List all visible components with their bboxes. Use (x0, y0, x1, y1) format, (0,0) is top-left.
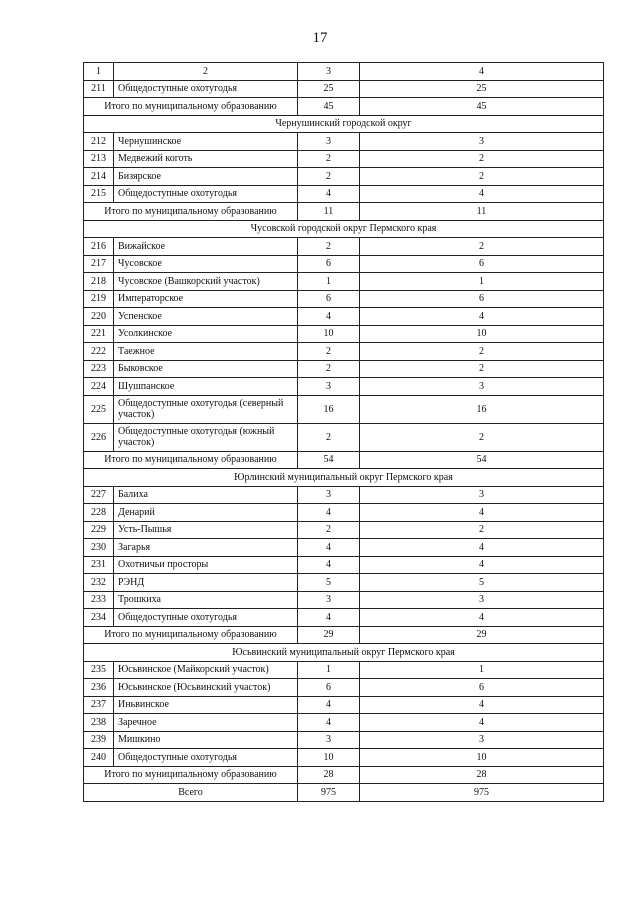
table-row (84, 486, 604, 504)
row-number: 217 (84, 255, 114, 273)
limit-value: 3 (360, 731, 604, 749)
quota-value: 2 (298, 360, 360, 378)
row-number: 238 (84, 714, 114, 732)
table-row (84, 395, 604, 423)
hunting-ground-name: Трошкиха (114, 591, 298, 609)
row-number: 236 (84, 679, 114, 697)
subtotal-label: Итого по муниципальному образованию (84, 626, 298, 644)
table-row (84, 731, 604, 749)
table-row (84, 150, 604, 168)
quota-value: 6 (298, 290, 360, 308)
hunting-ground-name: Юсьвинское (Юсьвинский участок) (114, 679, 298, 697)
limit-value: 4 (360, 609, 604, 627)
limit-value: 4 (360, 504, 604, 522)
subtotal-label: Итого по муниципальному образованию (84, 203, 298, 221)
table-row (84, 521, 604, 539)
subtotal-row (84, 98, 604, 116)
table-row (84, 556, 604, 574)
hunting-ground-name: Юсьвинское (Майкорский участок) (114, 661, 298, 679)
hunting-ground-name: Балиха (114, 486, 298, 504)
hunting-ground-name: Успенское (114, 308, 298, 326)
quota-value: 1 (298, 273, 360, 291)
table-row (84, 168, 604, 186)
table-row (84, 749, 604, 767)
limit-value: 3 (360, 591, 604, 609)
table-row (84, 423, 604, 451)
table-row (84, 679, 604, 697)
limit-value: 3 (360, 378, 604, 396)
quota-value: 4 (298, 714, 360, 732)
quota-value: 5 (298, 574, 360, 592)
limit-value: 25 (360, 80, 604, 98)
table-row (84, 539, 604, 557)
header-col-3: 3 (298, 63, 360, 81)
header-col-1: 1 (84, 63, 114, 81)
hunting-ground-name: Общедоступные охотугодья (114, 80, 298, 98)
limit-value: 2 (360, 168, 604, 186)
quota-value: 54 (298, 451, 360, 469)
row-number: 234 (84, 609, 114, 627)
limit-value: 10 (360, 325, 604, 343)
hunting-ground-name: Чернушинское (114, 133, 298, 151)
section-header-row (84, 644, 604, 662)
quota-value: 3 (298, 486, 360, 504)
quota-value: 10 (298, 325, 360, 343)
table-row (84, 273, 604, 291)
table-row (84, 609, 604, 627)
section-title: Чусовской городской округ Пермского края (84, 220, 604, 238)
hunting-ground-name: Чусовское (Вашкорский участок) (114, 273, 298, 291)
limit-value: 1 (360, 661, 604, 679)
limit-value: 2 (360, 521, 604, 539)
row-number: 219 (84, 290, 114, 308)
quota-value: 2 (298, 150, 360, 168)
hunting-ground-name: Усолкинское (114, 325, 298, 343)
limit-value: 4 (360, 696, 604, 714)
quota-value: 2 (298, 168, 360, 186)
quota-value: 2 (298, 343, 360, 361)
limit-value: 2 (360, 150, 604, 168)
limit-value: 45 (360, 98, 604, 116)
quota-value: 2 (298, 521, 360, 539)
quota-value: 16 (298, 395, 360, 423)
limit-value: 4 (360, 308, 604, 326)
quota-value: 3 (298, 731, 360, 749)
limit-value: 5 (360, 574, 604, 592)
quota-value: 3 (298, 133, 360, 151)
table-row (84, 255, 604, 273)
hunting-ground-name: Быковское (114, 360, 298, 378)
quota-value: 4 (298, 539, 360, 557)
table-row (84, 343, 604, 361)
row-number: 213 (84, 150, 114, 168)
row-number: 221 (84, 325, 114, 343)
table-row (84, 661, 604, 679)
subtotal-row (84, 766, 604, 784)
table-header-row (84, 63, 604, 81)
quota-value: 6 (298, 679, 360, 697)
row-number: 225 (84, 395, 114, 423)
grand-total-label: Всего (84, 784, 298, 802)
table-row (84, 290, 604, 308)
section-title: Юрлинский муниципальный округ Пермского края (84, 469, 604, 487)
row-number: 229 (84, 521, 114, 539)
row-number: 218 (84, 273, 114, 291)
table-row (84, 714, 604, 732)
limit-value: 6 (360, 290, 604, 308)
limit-value: 1 (360, 273, 604, 291)
table-row (84, 360, 604, 378)
row-number: 215 (84, 185, 114, 203)
table-row (84, 591, 604, 609)
limit-value: 16 (360, 395, 604, 423)
limit-value: 54 (360, 451, 604, 469)
subtotal-label: Итого по муниципальному образованию (84, 766, 298, 784)
hunting-ground-name: Общедоступные охотугодья (114, 749, 298, 767)
row-number: 233 (84, 591, 114, 609)
subtotal-label: Итого по муниципальному образованию (84, 451, 298, 469)
limit-value: 6 (360, 255, 604, 273)
quota-value: 1 (298, 661, 360, 679)
hunting-ground-name: Императорское (114, 290, 298, 308)
row-number: 214 (84, 168, 114, 186)
quota-value: 4 (298, 696, 360, 714)
limit-value: 29 (360, 626, 604, 644)
subtotal-row (84, 626, 604, 644)
hunting-ground-name: Общедоступные охотугодья (114, 185, 298, 203)
table-row (84, 133, 604, 151)
limit-value: 6 (360, 679, 604, 697)
row-number: 232 (84, 574, 114, 592)
quota-value: 45 (298, 98, 360, 116)
row-number: 211 (84, 80, 114, 98)
limit-value: 2 (360, 238, 604, 256)
limit-value: 4 (360, 714, 604, 732)
row-number: 228 (84, 504, 114, 522)
hunting-ground-name: Вижайское (114, 238, 298, 256)
subtotal-row (84, 451, 604, 469)
limit-value: 4 (360, 556, 604, 574)
row-number: 240 (84, 749, 114, 767)
table-row (84, 504, 604, 522)
hunting-ground-name: РЭНД (114, 574, 298, 592)
section-header-row (84, 469, 604, 487)
quota-value: 3 (298, 591, 360, 609)
header-col-4: 4 (360, 63, 604, 81)
row-number: 231 (84, 556, 114, 574)
row-number: 216 (84, 238, 114, 256)
hunting-ground-name: Медвежий коготь (114, 150, 298, 168)
quota-value: 2 (298, 423, 360, 451)
row-number: 239 (84, 731, 114, 749)
quota-value: 4 (298, 185, 360, 203)
hunting-ground-name: Чусовское (114, 255, 298, 273)
hunting-ground-name: Охотничьи просторы (114, 556, 298, 574)
table-row (84, 696, 604, 714)
hunting-ground-name: Общедоступные охотугодья (южный участок) (114, 423, 298, 451)
table-row (84, 378, 604, 396)
row-number: 212 (84, 133, 114, 151)
quota-value: 4 (298, 609, 360, 627)
hunting-ground-name: Заречное (114, 714, 298, 732)
row-number: 230 (84, 539, 114, 557)
hunting-ground-name: Общедоступные охотугодья (северный участок) (114, 395, 298, 423)
hunting-ground-name: Шушпанское (114, 378, 298, 396)
row-number: 220 (84, 308, 114, 326)
hunting-ground-name: Бизярское (114, 168, 298, 186)
limit-value: 3 (360, 133, 604, 151)
hunting-ground-name: Денарий (114, 504, 298, 522)
section-title: Юсьвинский муниципальный округ Пермского края (84, 644, 604, 662)
quota-value: 4 (298, 504, 360, 522)
row-number: 226 (84, 423, 114, 451)
quota-value: 3 (298, 378, 360, 396)
row-number: 224 (84, 378, 114, 396)
limit-value: 10 (360, 749, 604, 767)
hunting-ground-name: Иньвинское (114, 696, 298, 714)
limit-value: 975 (360, 784, 604, 802)
table-row (84, 574, 604, 592)
section-header-row (84, 115, 604, 133)
table-row (84, 308, 604, 326)
limit-value: 4 (360, 185, 604, 203)
limit-value: 2 (360, 343, 604, 361)
limit-value: 2 (360, 423, 604, 451)
table-row (84, 80, 604, 98)
header-col-2: 2 (114, 63, 298, 81)
limit-value: 28 (360, 766, 604, 784)
quota-value: 29 (298, 626, 360, 644)
quota-value: 11 (298, 203, 360, 221)
table-row (84, 185, 604, 203)
hunting-ground-name: Мишкино (114, 731, 298, 749)
row-number: 235 (84, 661, 114, 679)
quota-value: 4 (298, 308, 360, 326)
quota-value: 2 (298, 238, 360, 256)
section-title: Чернушинский городской округ (84, 115, 604, 133)
quota-value: 28 (298, 766, 360, 784)
quota-value: 975 (298, 784, 360, 802)
limit-value: 11 (360, 203, 604, 221)
row-number: 222 (84, 343, 114, 361)
limit-value: 2 (360, 360, 604, 378)
row-number: 237 (84, 696, 114, 714)
quota-value: 25 (298, 80, 360, 98)
quota-value: 10 (298, 749, 360, 767)
hunting-grounds-table (83, 62, 604, 802)
row-number: 223 (84, 360, 114, 378)
hunting-ground-name: Таежное (114, 343, 298, 361)
hunting-ground-name: Загарья (114, 539, 298, 557)
quota-value: 6 (298, 255, 360, 273)
quota-value: 4 (298, 556, 360, 574)
grand-total-row (84, 784, 604, 802)
limit-value: 4 (360, 539, 604, 557)
hunting-ground-name: Общедоступные охотугодья (114, 609, 298, 627)
hunting-ground-name: Усть-Пышья (114, 521, 298, 539)
table-row (84, 238, 604, 256)
table-row (84, 325, 604, 343)
page-number: 17 (312, 30, 328, 46)
section-header-row (84, 220, 604, 238)
subtotal-label: Итого по муниципальному образованию (84, 98, 298, 116)
row-number: 227 (84, 486, 114, 504)
limit-value: 3 (360, 486, 604, 504)
subtotal-row (84, 203, 604, 221)
